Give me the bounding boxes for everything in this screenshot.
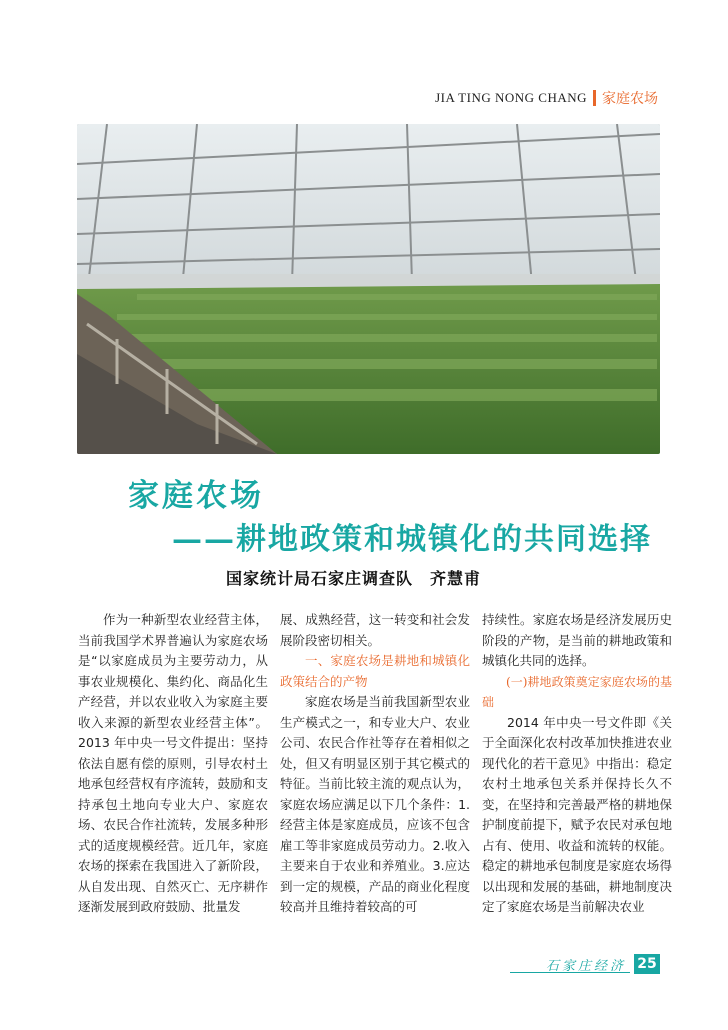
page-footer (510, 954, 660, 974)
page-number: 25 (634, 954, 660, 974)
paragraph: 作为一种新型农业经营主体，当前我国学术界普遍认为家庭农场是“以家庭成员为主要劳动力，从事农业规模化、集约化、商品化生产经营，并以农业收入为家庭主要收入来源的新型农业经营主体”。2013 年中央一号文件提出：坚持依法自愿有偿的原则，引导农村土地承包经营权有序流转，鼓励和支持承包土地向专业大户、家庭农场、农民合作社流转，发展多种形式的适度规模经营。近几年，家庭农场的探索在我国进入了新阶段，从自发出现、自然灭亡、无序耕作逐渐发展到政府鼓励、批量发 (78, 612, 268, 914)
text-column-2 (280, 610, 470, 918)
subsection-heading: (一)耕地政策奠定家庭农场的基础 (482, 674, 672, 709)
paragraph: 家庭农场是当前我国新型农业生产模式之一，和专业大户、农业公司、农民合作社等存在着相似之处，但又有明显区别于其它模式的特征。当前比较主流的观点认为，家庭农场应满足以下几个条件：1.经营主体是家庭成员，应该不包含雇工等非家庭成员劳动力。2.收入主要来自于农业和养殖业。3.应达到一定的规模，产品的商业化程度较高并且维持着较高的可 (280, 694, 470, 914)
text-column-3 (482, 610, 672, 918)
running-header (435, 88, 658, 108)
header-pinyin: JIA TING NONG CHANG (435, 90, 587, 105)
article-subtitle: ——耕地政策和城镇化的共同选择 (172, 522, 652, 557)
article-title: 家庭农场 (128, 478, 264, 514)
greenhouse-photo (77, 124, 660, 454)
header-section: 家庭农场 (602, 91, 658, 107)
paragraph: 展、成熟经营，这一转变和社会发展阶段密切相关。 (280, 612, 470, 648)
section-heading: 一、家庭农场是耕地和城镇化政策结合的产物 (280, 653, 470, 689)
text-column-1 (78, 610, 268, 918)
paragraph: 持续性。家庭农场是经济发展历史阶段的产物，是当前的耕地政策和城镇化共同的选择。 (482, 612, 672, 668)
greenhouse-illustration (77, 124, 660, 454)
article-byline: 国家统计局石家庄调查队 齐慧甫 (226, 569, 482, 588)
header-divider (593, 90, 596, 106)
paragraph: 2014 年中央一号文件即《关于全面深化农村改革加快推进农业现代化的若干意见》中指出：稳定农村土地承包关系并保持长久不变，在坚持和完善最严格的耕地保护制度前提下，赋予农民对承包地占有、使用、收益和流转的权能。稳定的耕地承包制度是家庭农场得以出现和发展的基础，耕地制度决定了家庭农场是当前解决农业 (482, 714, 672, 914)
journal-name: 石家庄经济 (545, 959, 626, 974)
